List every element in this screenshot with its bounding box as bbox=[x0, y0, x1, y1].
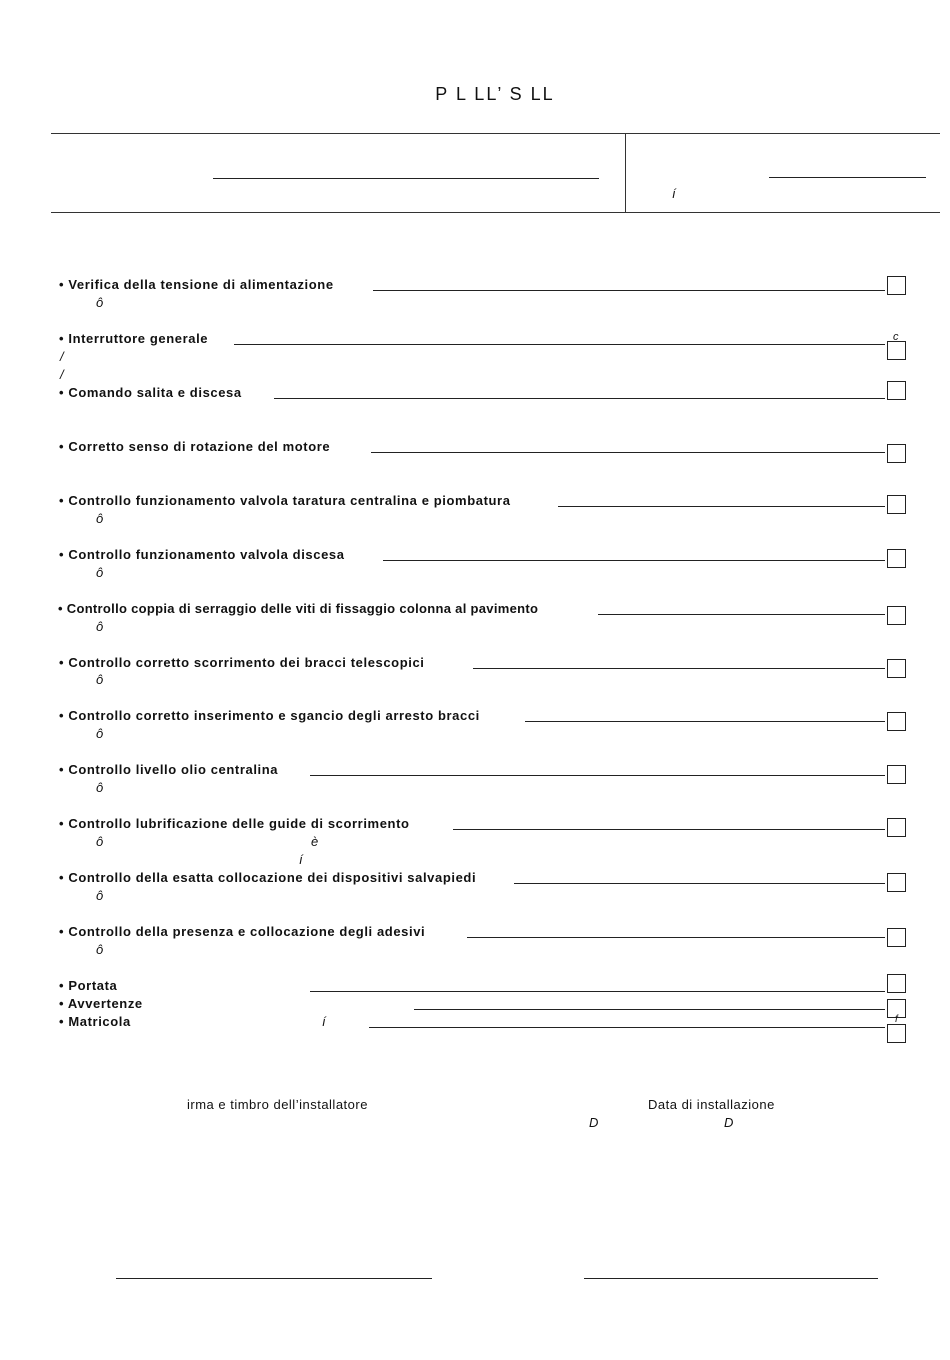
checklist-item-label: • Interruttore generale bbox=[59, 331, 209, 346]
checklist-item-label: • Comando salita e discesa bbox=[59, 385, 242, 400]
signature-line[interactable] bbox=[116, 1278, 432, 1279]
final-item-checkbox[interactable] bbox=[887, 974, 906, 993]
checklist-item-label: • Controllo della presenza e collocazione degli adesivi bbox=[59, 924, 426, 939]
checklist-item-checkbox[interactable] bbox=[887, 444, 906, 463]
checklist-item-sub: ô bbox=[96, 834, 104, 849]
final-item-extra: f bbox=[895, 1014, 898, 1025]
checklist-item-line bbox=[467, 937, 885, 938]
checklist-item-extra: c bbox=[893, 331, 899, 343]
checklist-item-checkbox[interactable] bbox=[887, 495, 906, 514]
checklist-item-line bbox=[234, 344, 885, 345]
checklist-item-label: • Controllo della esatta collocazione dei dispositivi salvapiedi bbox=[59, 870, 477, 885]
checklist-item-label: • Corretto senso di rotazione del motore bbox=[59, 439, 331, 454]
checklist-item-sub: ô bbox=[96, 565, 104, 580]
checklist-item-label: • Controllo funzionamento valvola taratura centralina e piombatura bbox=[59, 493, 511, 508]
checklist-item-checkbox[interactable] bbox=[887, 606, 906, 625]
page-title: P L LL’ S LL bbox=[435, 84, 555, 104]
checklist-item-label: • Controllo corretto scorrimento dei bracci telescopici bbox=[59, 655, 425, 670]
final-item-line bbox=[310, 991, 885, 992]
checklist-item-sub: í bbox=[299, 852, 303, 867]
date-glyph: D bbox=[589, 1115, 599, 1130]
checklist-item-sub: è bbox=[311, 834, 319, 849]
date-glyph: D bbox=[724, 1115, 734, 1130]
checklist-item-label: • Controllo livello olio centralina bbox=[59, 762, 279, 777]
checklist-item-label: • Controllo lubrificazione delle guide di scorrimento bbox=[59, 816, 410, 831]
checklist-item-checkbox[interactable] bbox=[887, 381, 906, 400]
final-item-line bbox=[369, 1027, 885, 1028]
header-top-border bbox=[51, 133, 940, 134]
checklist-item-checkbox[interactable] bbox=[887, 341, 906, 360]
checklist-item-line bbox=[383, 560, 885, 561]
checklist-item-checkbox[interactable] bbox=[887, 765, 906, 784]
checklist-item-line bbox=[598, 614, 885, 615]
checklist-item-sub: ô bbox=[96, 511, 104, 526]
checklist-item-sub: ô bbox=[96, 295, 104, 310]
checklist-item-sub: ô bbox=[96, 726, 104, 741]
checklist-item-line bbox=[473, 668, 885, 669]
checklist-item-checkbox[interactable] bbox=[887, 873, 906, 892]
checklist-item-checkbox[interactable] bbox=[887, 276, 906, 295]
checklist-item-checkbox[interactable] bbox=[887, 549, 906, 568]
date-label: Data di installazione bbox=[648, 1097, 775, 1112]
checklist-item-label: • Verifica della tensione di alimentazione bbox=[59, 277, 334, 292]
checklist-item-checkbox[interactable] bbox=[887, 659, 906, 678]
checklist-item-checkbox[interactable] bbox=[887, 712, 906, 731]
header-right-field[interactable] bbox=[769, 177, 926, 178]
checklist-item-checkbox[interactable] bbox=[887, 818, 906, 837]
checklist-item-line bbox=[514, 883, 885, 884]
checklist-item-sub: ô bbox=[96, 888, 104, 903]
checklist-item-label: • Controllo coppia di serraggio delle viti di fissaggio colonna al pavimento bbox=[58, 601, 539, 616]
checklist-item-line bbox=[525, 721, 885, 722]
final-item-glyph: í bbox=[322, 1014, 326, 1029]
checklist-item-label: • Controllo funzionamento valvola discesa bbox=[59, 547, 345, 562]
final-item-label: • Portata bbox=[59, 978, 118, 993]
final-item-label: • Matricola bbox=[59, 1014, 131, 1029]
checklist-item-extra: / bbox=[60, 349, 64, 364]
checklist-item-line bbox=[558, 506, 885, 507]
signature-label: irma e timbro dell’installatore bbox=[187, 1097, 368, 1112]
checklist-item-checkbox[interactable] bbox=[887, 928, 906, 947]
checklist-item-sub: ô bbox=[96, 619, 104, 634]
checklist-item-line bbox=[274, 398, 885, 399]
checklist-item-line bbox=[310, 775, 885, 776]
header-bottom-border bbox=[51, 212, 940, 213]
checklist-item-label: • Controllo corretto inserimento e sgancio degli arresto bracci bbox=[59, 708, 480, 723]
header-glyph: í bbox=[672, 186, 676, 201]
final-item-line bbox=[414, 1009, 885, 1010]
checklist-item-line bbox=[373, 290, 885, 291]
checklist-item-extra: / bbox=[60, 367, 64, 382]
final-item-label: • Avvertenze bbox=[59, 996, 143, 1011]
final-item-checkbox[interactable] bbox=[887, 1024, 906, 1043]
checklist-item-sub: ô bbox=[96, 672, 104, 687]
checklist-item-sub: ô bbox=[96, 942, 104, 957]
header-divider bbox=[625, 133, 626, 213]
checklist-item-line bbox=[371, 452, 885, 453]
checklist-item-sub: ô bbox=[96, 780, 104, 795]
header-left-field[interactable] bbox=[213, 178, 599, 179]
checklist-item-line bbox=[453, 829, 885, 830]
date-line[interactable] bbox=[584, 1278, 878, 1279]
